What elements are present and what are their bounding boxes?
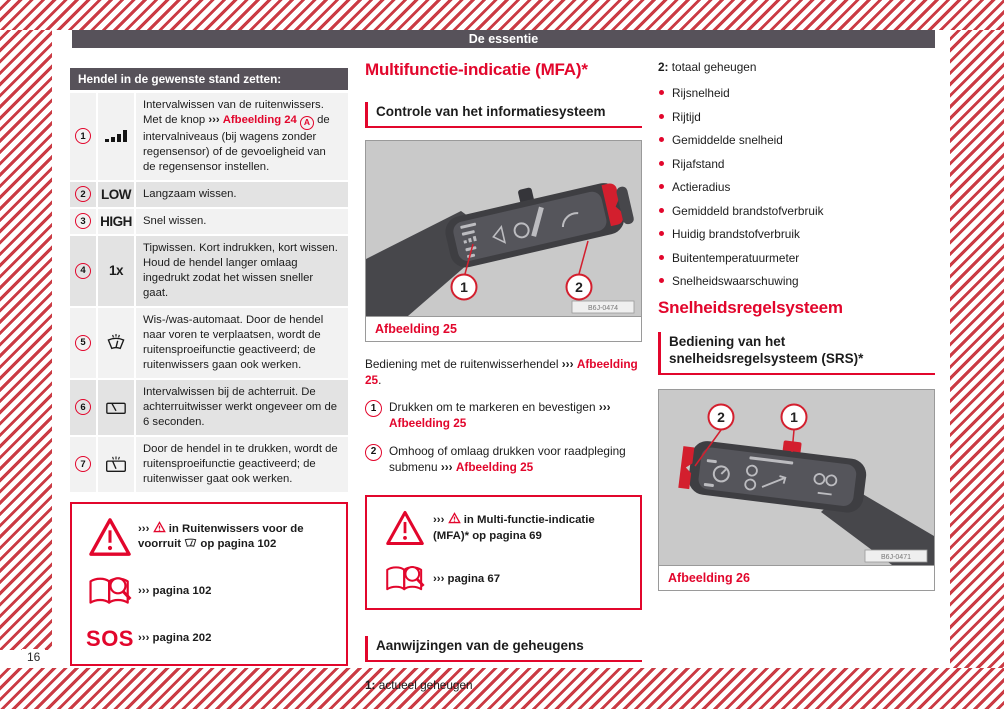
sos-reference-text: ››› pagina 202 (138, 631, 212, 644)
callout-1: 1 (790, 408, 798, 425)
left-reference-box (70, 502, 348, 666)
section-title-srs: Snelheidsregelsysteem (658, 297, 843, 317)
list-item: Rijtijd (659, 110, 935, 124)
figure-25-caption: Afbeelding 25 (366, 316, 641, 341)
chapter-title: De essentie (468, 32, 539, 46)
callout-2: 2 (717, 408, 725, 425)
table-row (70, 209, 348, 234)
table-cell-text: Intervalwissen bij de achterruit. De achterruitwisser werkt ongeveer om de 6 seconden. (136, 380, 348, 435)
table-cell-text: Tipwissen. Kort indrukken, kort wissen. Houd de hendel langer omlaag ingedrukt zodat het wissen sneller gaat. (136, 236, 348, 306)
table-cell-text: Door de hendel in te drukken, wordt de ruitensproeifunctie geactiveerd; de ruitenwisser gaat ook werken. (136, 437, 348, 492)
rear-wiper-icon (105, 400, 127, 415)
warning-triangle-small-icon (448, 512, 461, 524)
mfa-paragraph: Bediening met de ruitenwisserhendel ››› Afbeelding 25. (365, 356, 638, 387)
striped-border-right (950, 30, 1004, 668)
left-column (70, 68, 348, 666)
high-label: HIGH (100, 213, 132, 229)
low-label: LOW (101, 186, 131, 202)
striped-border-left (0, 30, 52, 650)
book-search-icon (87, 574, 133, 610)
figure-26 (658, 389, 935, 591)
wiper-inline-icon (184, 538, 197, 548)
rear-washer-icon (105, 456, 127, 473)
wiper-stalk-illustration (366, 141, 641, 316)
middle-reference-box (365, 495, 642, 610)
table-cell-text: Wis-/was-automaat. Door de hendel naar voren te verplaatsen, wordt de ruitensproeifunctie geactiveerd; de ruitenwissers gaan ook werken. (136, 308, 348, 378)
list-item: Gemiddelde snelheid (659, 133, 935, 147)
list-item: Snelheidswaarschuwing (659, 274, 935, 288)
single-wipe-label: 1x (108, 263, 124, 279)
list-item: Actieradius (659, 180, 935, 194)
memory-2-line: 2: totaal geheugen (658, 60, 757, 74)
front-washer-icon (105, 333, 127, 352)
book-reference-text: ››› pagina 102 (138, 584, 212, 597)
book-search-icon (384, 563, 426, 596)
callout-number: 3 (75, 213, 91, 229)
table-cell-text: Langzaam wissen. (136, 182, 348, 207)
subsection-title: Bediening van het snelheidsregelsysteem (SRS)* (658, 332, 935, 375)
callout-number: 5 (75, 335, 91, 351)
figure-25-image (366, 141, 641, 316)
right-column (658, 60, 935, 591)
figure-code: B6J-0471 (881, 553, 911, 561)
figure-26-caption: Afbeelding 26 (659, 565, 934, 590)
wiper-table (70, 93, 348, 492)
figure-reference-link[interactable]: Afbeelding 25 (455, 459, 534, 474)
warning-reference-text: ››› in Multi-functie-indicatie (MFA)* op pagina 69 (433, 513, 595, 542)
badge-a: A (300, 116, 314, 130)
callout-1: 1 (460, 278, 468, 295)
figure-reference-link[interactable]: Afbeelding 25 (365, 356, 638, 387)
list-item: Gemiddeld brandstofverbruik (659, 204, 935, 218)
list-item: Rijafstand (659, 157, 935, 171)
figure-reference-link[interactable]: Afbeelding 25 (389, 416, 467, 431)
table-row (70, 437, 348, 492)
section-title-mfa: Multifunctie-indicatie (MFA)* (365, 60, 588, 79)
list-item: Buitentemperatuurmeter (659, 251, 935, 265)
callout-number: 2 (75, 186, 91, 202)
warning-triangle-icon (384, 509, 426, 547)
mfa-list-item: 2 Omhoog of omlaag drukken voor raadpleging submenu ››› Afbeelding 25 (365, 443, 642, 476)
memory-1-line: 1: actueel geheugen (365, 677, 473, 692)
callout-number: 1 (365, 400, 382, 417)
table-row (70, 308, 348, 378)
callout-number: 1 (75, 128, 91, 144)
striped-border-top (0, 0, 1004, 30)
table-row (70, 236, 348, 306)
subsection-title: Controle van het informatiesysteem (365, 102, 642, 128)
warning-triangle-icon (87, 516, 133, 558)
list-item: Rijsnelheid (659, 86, 935, 100)
callout-number: 7 (75, 456, 91, 472)
table-row (70, 182, 348, 207)
callout-number: 6 (75, 399, 91, 415)
warning-triangle-small-icon (153, 521, 166, 533)
callout-number: 2 (365, 444, 382, 461)
table-row (70, 93, 348, 180)
table-cell-text: Intervalwissen van de ruitenwissers. Met de knop ››› Afbeelding 24 A de intervalniveaus (bij wagens zonder regensensor) of de gevoeligheid van de regensensor instellen. (136, 93, 348, 180)
subsection-title: Aanwijzingen van de geheugens (365, 636, 642, 662)
warning-reference-text: ››› in Ruitenwissers voor de voorruit op pagina 102 (138, 522, 304, 551)
figure-code: B6J-0474 (588, 304, 618, 312)
table-row (70, 380, 348, 435)
sos-label: SOS (86, 625, 134, 651)
wiper-table-title: Hendel in de gewenste stand zetten: (70, 68, 348, 90)
chapter-header-bar (72, 30, 935, 48)
memory-items-list (659, 86, 935, 288)
figure-26-image (659, 390, 934, 565)
callout-number: 4 (75, 263, 91, 279)
mfa-list-item: 1 Drukken om te markeren en bevestigen ››› Afbeelding 25 (365, 399, 642, 432)
wiper-interval-bars-icon (105, 130, 127, 142)
figure-reference-link[interactable]: Afbeelding 24 (222, 114, 297, 127)
middle-column (365, 60, 642, 692)
figure-25 (365, 140, 642, 342)
page-number: 16 (22, 649, 45, 665)
table-cell-text: Snel wissen. (136, 209, 348, 234)
cruise-stalk-illustration (659, 390, 934, 565)
book-reference-text: ››› pagina 67 (433, 572, 501, 585)
list-item: Huidig brandstofverbruik (659, 227, 935, 241)
callout-2: 2 (575, 278, 583, 295)
